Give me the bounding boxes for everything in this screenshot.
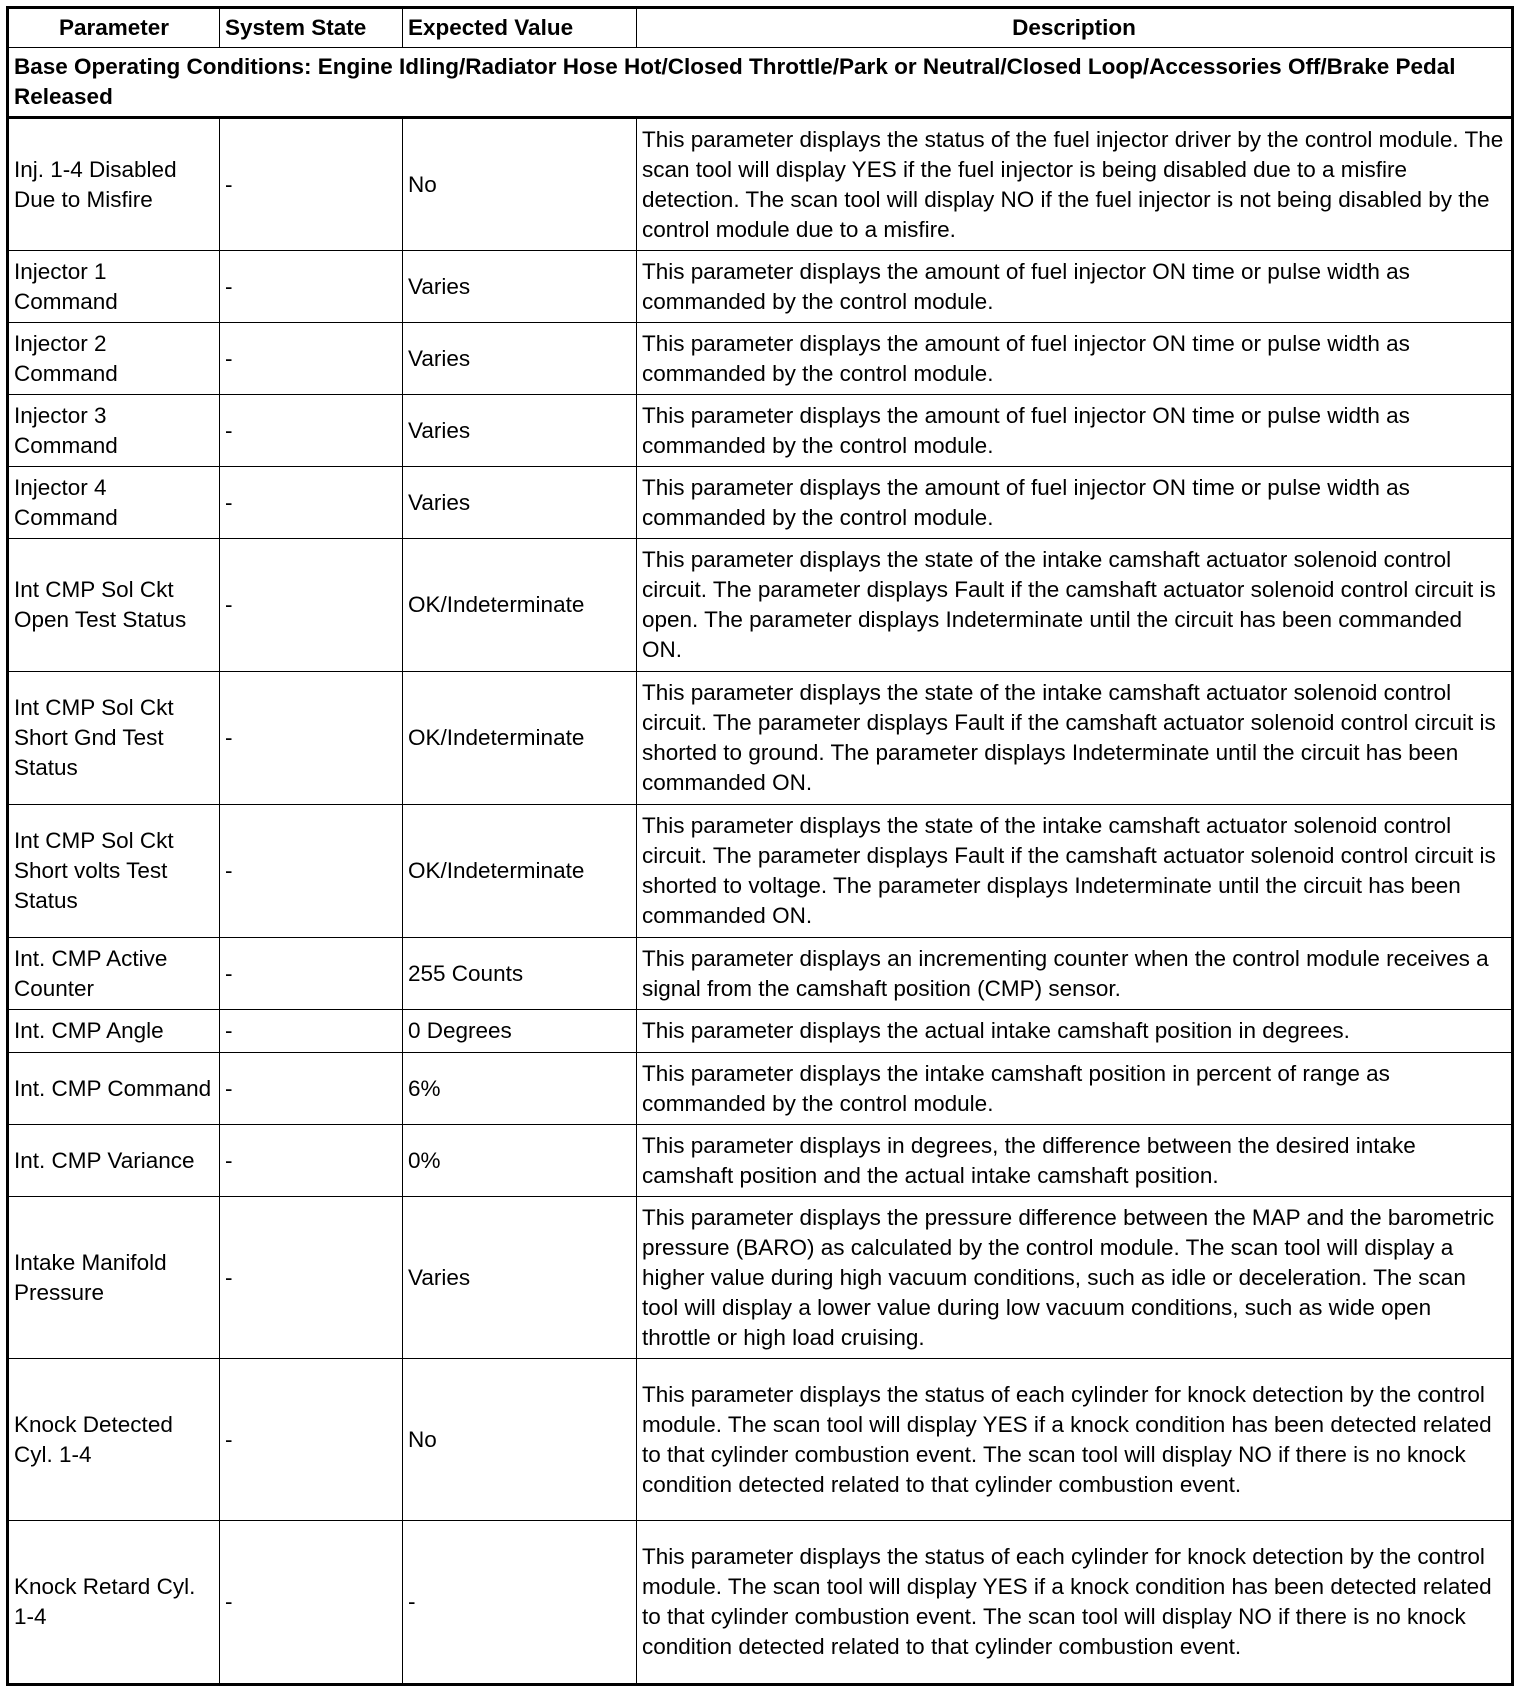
- expected-value-cell: Varies: [403, 323, 637, 395]
- parameter-cell: Knock Retard Cyl. 1-4: [8, 1521, 220, 1685]
- expected-value-cell: Varies: [403, 467, 637, 539]
- system-state-cell: -: [220, 467, 403, 539]
- system-state-cell: -: [220, 323, 403, 395]
- system-state-cell: -: [220, 1010, 403, 1053]
- header-expected-value: Expected Value: [403, 8, 637, 48]
- parameter-cell: Int. CMP Command: [8, 1053, 220, 1125]
- table-row: [8, 938, 1513, 1010]
- parameter-cell: Injector 1 Command: [8, 251, 220, 323]
- parameter-cell: Injector 4 Command: [8, 467, 220, 539]
- header-description: Description: [637, 8, 1513, 48]
- table-row: [8, 1359, 1513, 1521]
- parameter-cell: Injector 3 Command: [8, 395, 220, 467]
- description-cell: This parameter displays the amount of fuel injector ON time or pulse width as commanded by the control module.: [637, 395, 1513, 467]
- table-row: [8, 1125, 1513, 1197]
- system-state-cell: -: [220, 251, 403, 323]
- description-cell: This parameter displays an incrementing counter when the control module receives a signal from the camshaft position (CMP) sensor.: [637, 938, 1513, 1010]
- header-parameter: Parameter: [8, 8, 220, 48]
- description-cell: This parameter displays the actual intake camshaft position in degrees.: [637, 1010, 1513, 1053]
- table-header: [8, 8, 1513, 48]
- parameter-cell: Int. CMP Active Counter: [8, 938, 220, 1010]
- system-state-cell: -: [220, 118, 403, 251]
- system-state-cell: -: [220, 1197, 403, 1359]
- parameter-cell: Intake Manifold Pressure: [8, 1197, 220, 1359]
- header-system-state: System State: [220, 8, 403, 48]
- expected-value-cell: OK/Indeterminate: [403, 805, 637, 938]
- table-row: [8, 672, 1513, 805]
- description-cell: This parameter displays the amount of fuel injector ON time or pulse width as commanded by the control module.: [637, 323, 1513, 395]
- table-row: [8, 395, 1513, 467]
- table-row: [8, 323, 1513, 395]
- table-row: [8, 118, 1513, 251]
- system-state-cell: -: [220, 395, 403, 467]
- description-cell: This parameter displays the state of the intake camshaft actuator solenoid control circuit. The parameter displays Fault if the camshaft actuator solenoid control circuit is open. The parameter displays Indeterminate until the circuit has been commanded ON.: [637, 539, 1513, 672]
- expected-value-cell: No: [403, 118, 637, 251]
- description-cell: This parameter displays the amount of fuel injector ON time or pulse width as commanded by the control module.: [637, 467, 1513, 539]
- table-row: [8, 1521, 1513, 1685]
- table-row: [8, 539, 1513, 672]
- system-state-cell: -: [220, 539, 403, 672]
- table-row: [8, 1053, 1513, 1125]
- description-cell: This parameter displays in degrees, the difference between the desired intake camshaft position and the actual intake camshaft position.: [637, 1125, 1513, 1197]
- description-cell: This parameter displays the amount of fuel injector ON time or pulse width as commanded by the control module.: [637, 251, 1513, 323]
- expected-value-cell: 0 Degrees: [403, 1010, 637, 1053]
- system-state-cell: -: [220, 1359, 403, 1521]
- parameter-cell: Inj. 1-4 Disabled Due to Misfire: [8, 118, 220, 251]
- system-state-cell: -: [220, 1125, 403, 1197]
- expected-value-cell: Varies: [403, 395, 637, 467]
- description-cell: This parameter displays the pressure difference between the MAP and the barometric pressure (BARO) as calculated by the control module. The scan tool will display a higher value during high vacuum conditions, such as idle or deceleration. The scan tool will display a lower value during low vacuum conditions, such as wide open throttle or high load cruising.: [637, 1197, 1513, 1359]
- expected-value-cell: OK/Indeterminate: [403, 539, 637, 672]
- parameter-cell: Int CMP Sol Ckt Short volts Test Status: [8, 805, 220, 938]
- base-conditions: Base Operating Conditions: Engine Idling/Radiator Hose Hot/Closed Throttle/Park or Neutral/Closed Loop/Accessories Off/Brake Pedal Released: [8, 48, 1513, 118]
- table-body: [8, 48, 1513, 1685]
- system-state-cell: -: [220, 938, 403, 1010]
- table-row: [8, 1197, 1513, 1359]
- expected-value-cell: Varies: [403, 1197, 637, 1359]
- base-conditions-row: [8, 48, 1513, 118]
- expected-value-cell: 0%: [403, 1125, 637, 1197]
- table-row: [8, 1010, 1513, 1053]
- system-state-cell: -: [220, 672, 403, 805]
- scan-tool-data-table: [6, 6, 1514, 1686]
- parameter-cell: Int CMP Sol Ckt Short Gnd Test Status: [8, 672, 220, 805]
- description-cell: This parameter displays the intake camshaft position in percent of range as commanded by the control module.: [637, 1053, 1513, 1125]
- parameter-cell: Injector 2 Command: [8, 323, 220, 395]
- parameter-cell: Knock Detected Cyl. 1-4: [8, 1359, 220, 1521]
- header-row: [8, 8, 1513, 48]
- expected-value-cell: 255 Counts: [403, 938, 637, 1010]
- system-state-cell: -: [220, 1521, 403, 1685]
- parameter-cell: Int. CMP Variance: [8, 1125, 220, 1197]
- expected-value-cell: OK/Indeterminate: [403, 672, 637, 805]
- parameter-cell: Int CMP Sol Ckt Open Test Status: [8, 539, 220, 672]
- description-cell: This parameter displays the status of each cylinder for knock detection by the control module. The scan tool will display YES if a knock condition has been detected related to that cylinder combustion event. The scan tool will display NO if there is no knock condition detected related to that cylinder combustion event.: [637, 1359, 1513, 1521]
- table-row: [8, 467, 1513, 539]
- description-cell: This parameter displays the state of the intake camshaft actuator solenoid control circuit. The parameter displays Fault if the camshaft actuator solenoid control circuit is shorted to ground. The parameter displays Indeterminate until the circuit has been commanded ON.: [637, 672, 1513, 805]
- parameter-cell: Int. CMP Angle: [8, 1010, 220, 1053]
- expected-value-cell: 6%: [403, 1053, 637, 1125]
- description-cell: This parameter displays the status of each cylinder for knock detection by the control module. The scan tool will display YES if a knock condition has been detected related to that cylinder combustion event. The scan tool will display NO if there is no knock condition detected related to that cylinder combustion event.: [637, 1521, 1513, 1685]
- description-cell: This parameter displays the status of the fuel injector driver by the control module. The scan tool will display YES if the fuel injector is being disabled due to a misfire detection. The scan tool will display NO if the fuel injector is not being disabled by the control module due to a misfire.: [637, 118, 1513, 251]
- system-state-cell: -: [220, 1053, 403, 1125]
- table-row: [8, 805, 1513, 938]
- description-cell: This parameter displays the state of the intake camshaft actuator solenoid control circuit. The parameter displays Fault if the camshaft actuator solenoid control circuit is shorted to voltage. The parameter displays Indeterminate until the circuit has been commanded ON.: [637, 805, 1513, 938]
- system-state-cell: -: [220, 805, 403, 938]
- expected-value-cell: No: [403, 1359, 637, 1521]
- table-row: [8, 251, 1513, 323]
- expected-value-cell: -: [403, 1521, 637, 1685]
- expected-value-cell: Varies: [403, 251, 637, 323]
